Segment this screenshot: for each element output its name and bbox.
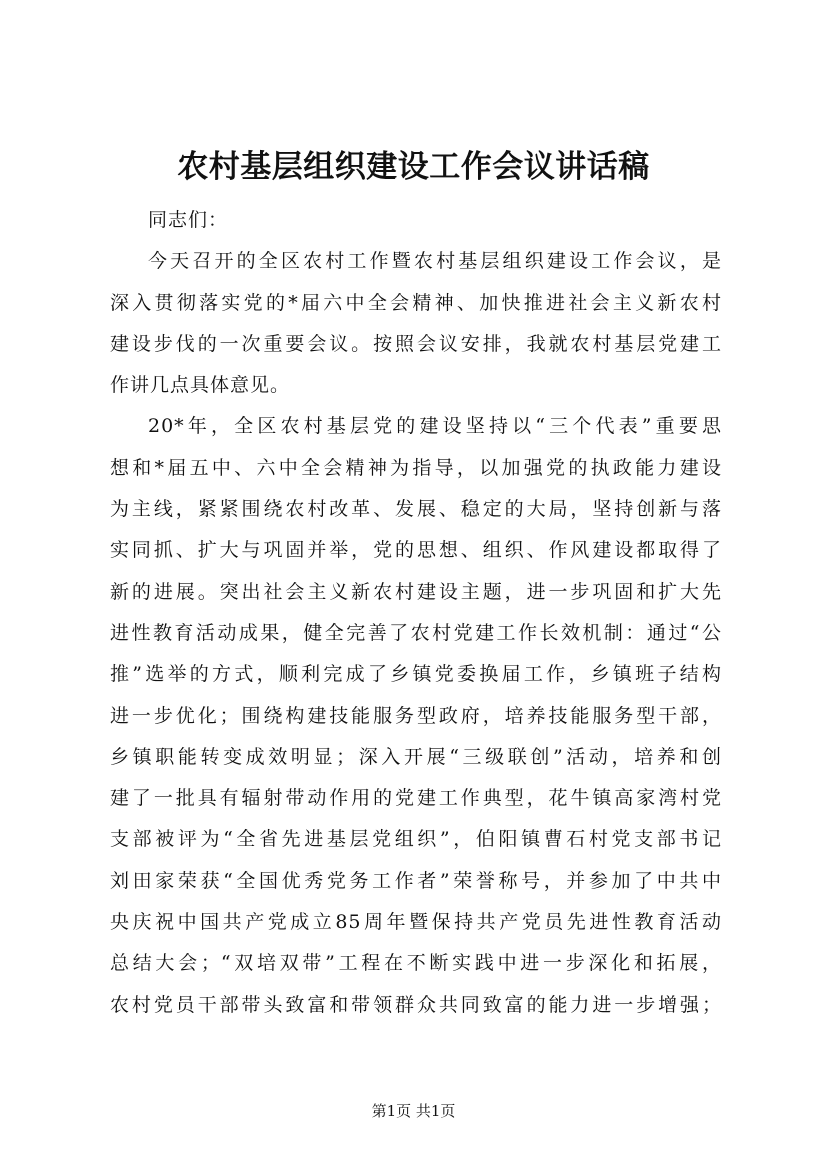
paragraph-line: 作讲几点具体意见。 (110, 374, 291, 397)
paragraph-line: 推”选举的方式，顺利完成了乡镇党委换届工作，乡镇班子结构 (110, 663, 722, 686)
paragraph-line: 总结大会；“双培双带”工程在不断实践中进一步深化和拓展， (110, 952, 722, 975)
document-title: 农村基层组织建设工作会议讲话稿 (177, 149, 650, 185)
paragraph-line: 乡镇职能转变成效明显；深入开展“三级联创”活动，培养和创 (110, 745, 722, 768)
paragraph-line: 新的进展。突出社会主义新农村建设主题，进一步巩固和扩大先 (110, 580, 722, 603)
paragraph-line: 进一步优化；围绕构建技能服务型政府，培养技能服务型干部， (110, 704, 722, 727)
page-footer: 第1页 共1页 (371, 1102, 456, 1120)
paragraph-line: 建了一批具有辐射带动作用的党建工作典型，花牛镇高家湾村党 (110, 787, 722, 810)
paragraph-line: 支部被评为“全省先进基层党组织”，伯阳镇曹石村党支部书记 (110, 828, 722, 851)
paragraph-line: 建设步伐的一次重要会议。按照会议安排，我就农村基层党建工 (110, 332, 722, 355)
paragraph-line: 想和*届五中、六中全会精神为指导，以加强党的执政能力建设 (110, 456, 722, 479)
paragraph-line: 进性教育活动成果，健全完善了农村党建工作长效机制：通过“公 (110, 621, 722, 644)
paragraph-line: 农村党员干部带头致富和带领群众共同致富的能力进一步增强； (110, 993, 722, 1016)
paragraph-line: 今天召开的全区农村工作暨农村基层组织建设工作会议，是 (148, 250, 722, 273)
document-body (110, 200, 722, 1026)
paragraph-line: 刘田家荣获“全国优秀党务工作者”荣誉称号，并参加了中共中 (110, 869, 722, 892)
paragraph-line: 深入贯彻落实党的*届六中全会精神、加快推进社会主义新农村 (110, 291, 722, 314)
salutation-line: 同志们： (148, 209, 229, 231)
paragraph-line: 实同抓、扩大与巩固并举，党的思想、组织、作风建设都取得了 (110, 539, 722, 562)
paragraph-line: 央庆祝中国共产党成立85周年暨保持共产党员先进性教育活动 (110, 911, 722, 934)
paragraph-line: 20*年，全区农村基层党的建设坚持以“三个代表”重要思 (148, 415, 722, 438)
paragraph-line: 为主线，紧紧围绕农村改革、发展、稳定的大局，坚持创新与落 (110, 498, 722, 521)
